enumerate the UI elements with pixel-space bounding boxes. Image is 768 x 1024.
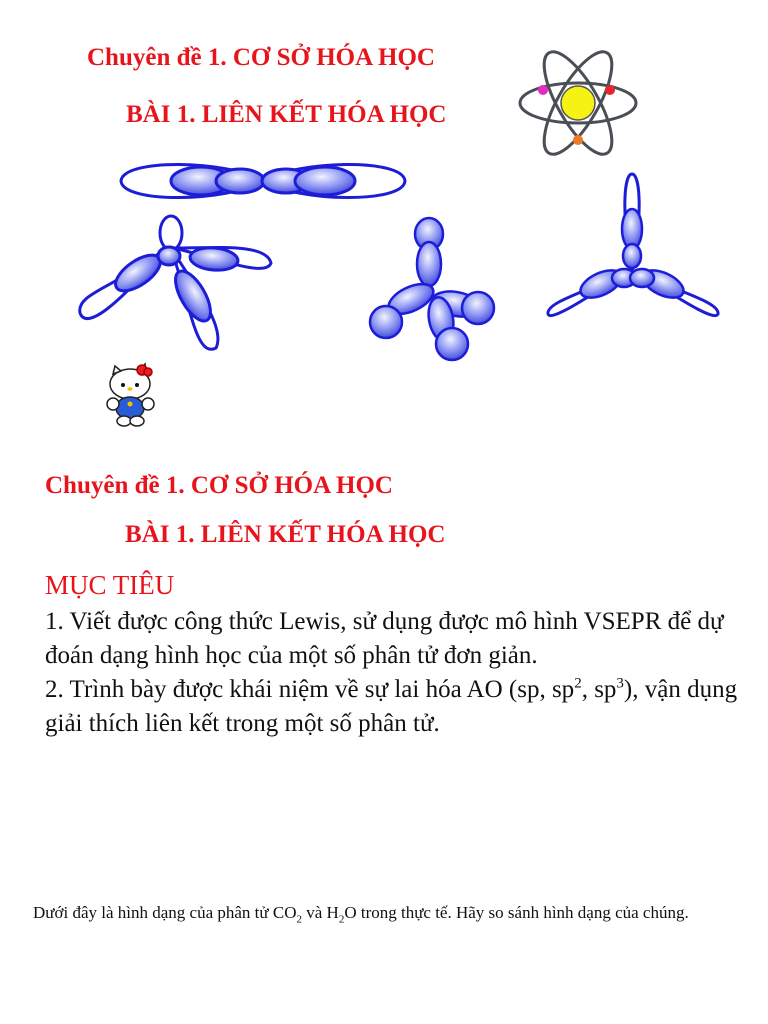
slide1-topic-title: Chuyên đề 1. CƠ SỞ HÓA HỌC [87, 44, 435, 71]
objectives-body [45, 605, 745, 741]
objectives-heading: MỤC TIÊU [45, 570, 175, 600]
atom-icon [514, 48, 642, 158]
objective-2: 2. Trình bày được khái niệm về sự lai hóa AO (sp, $sp^2$, $sp^3$), vận dụng giải thích liên kết trong một số phân tử. [45, 675, 738, 737]
sp3-orbital-icon [366, 214, 496, 364]
slide1-lesson-title: BÀI 1. LIÊN KẾT HÓA HỌC [126, 101, 447, 128]
trigonal-orbital-icon [546, 174, 720, 338]
slide2-lesson-title: BÀI 1. LIÊN KẾT HÓA HỌC [125, 521, 446, 548]
objective-1: 1. Viết được công thức Lewis, sử dụng được mô hình VSEPR để dự đoán dạng hình học của một số phân tử đơn giản. [45, 608, 724, 669]
sp2-orbital-icon [76, 208, 272, 358]
hello-kitty-icon [104, 364, 160, 428]
comparison-question: Dưới đây là hình dạng của phân tử $CO_2$ và $H_2O$ trong thực tế. Hãy so sánh hình dạng của chúng. [33, 903, 689, 926]
slide2-topic-title: Chuyên đề 1. CƠ SỞ HÓA HỌC [45, 472, 393, 499]
sp-orbital-icon [118, 160, 408, 202]
